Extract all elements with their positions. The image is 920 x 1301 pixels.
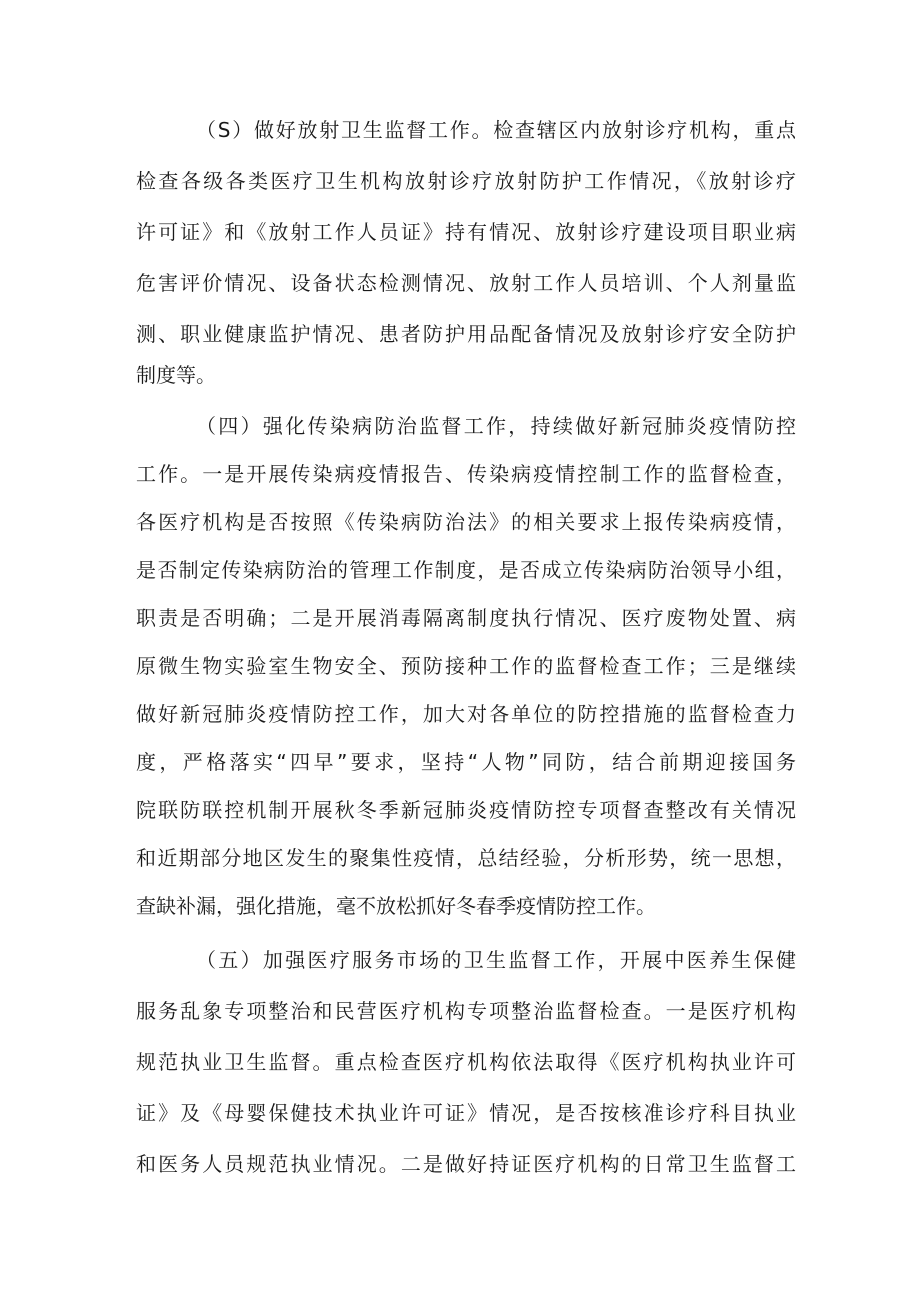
paragraph-line: 制度等。 bbox=[136, 363, 216, 387]
paragraph-line: （五）加强医疗服务市场的卫生监督工作，开展中医养生保健 bbox=[196, 948, 796, 972]
paragraph-line: 规范执业卫生监督。重点检查医疗机构依法取得《医疗机构执业许可 bbox=[136, 1050, 796, 1074]
paragraph-line: 检查各级各类医疗卫生机构放射诊疗放射防护工作情况，《放射诊疗 bbox=[136, 169, 796, 193]
paragraph-line: 是否制定传染病防治的管理工作制度，是否成立传染病防治领导小组， bbox=[136, 558, 796, 582]
paragraph-line: 院联防联控机制开展秋冬季新冠肺炎疫情防控专项督查整改有关情况 bbox=[136, 798, 796, 822]
paragraph-line: 和近期部分地区发生的聚集性疫情，总结经验，分析形势，统一思想， bbox=[136, 846, 796, 870]
paragraph-line: 证》及《母婴保健技术执业许可证》情况，是否按核准诊疗科目执业 bbox=[136, 1101, 796, 1125]
paragraph-line: 危害评价情况、设备状态检测情况、放射工作人员培训、个人剂量监 bbox=[136, 271, 796, 295]
paragraph-line: （S）做好放射卫生监督工作。检查辖区内放射诊疗机构，重点 bbox=[196, 118, 796, 142]
paragraph-line: 许可证》和《放射工作人员证》持有情况、放射诊疗建设项目职业病 bbox=[136, 220, 796, 244]
paragraph-line: 原微生物实验室生物安全、预防接种工作的监督检查工作；三是继续 bbox=[136, 654, 796, 678]
paragraph-line: 和医务人员规范执业情况。二是做好持证医疗机构的日常卫生监督工 bbox=[136, 1152, 796, 1176]
paragraph-line: 各医疗机构是否按照《传染病防治法》的相关要求上报传染病疫情， bbox=[136, 510, 796, 534]
paragraph-line: 测、职业健康监护情况、患者防护用品配备情况及放射诊疗安全防护 bbox=[136, 322, 796, 346]
paragraph-line: 服务乱象专项整治和民营医疗机构专项整治监督检查。一是医疗机构 bbox=[136, 999, 796, 1023]
paragraph-line: 度，严格落实“四早”要求，坚持“人物”同防，结合前期迎接国务 bbox=[136, 750, 796, 774]
paragraph-line: 职责是否明确；二是开展消毒隔离制度执行情况、医疗废物处置、病 bbox=[136, 606, 796, 630]
paragraph-line: 做好新冠肺炎疫情防控工作，加大对各单位的防控措施的监督检查力 bbox=[136, 702, 796, 726]
paragraph-line: 查缺补漏，强化措施，毫不放松抓好冬春季疫情防控工作。 bbox=[136, 894, 656, 918]
paragraph-line: （四）强化传染病防治监督工作，持续做好新冠肺炎疫情防控 bbox=[196, 414, 796, 438]
paragraph-line: 工作。一是开展传染病疫情报告、传染病疫情控制工作的监督检查， bbox=[136, 462, 796, 486]
